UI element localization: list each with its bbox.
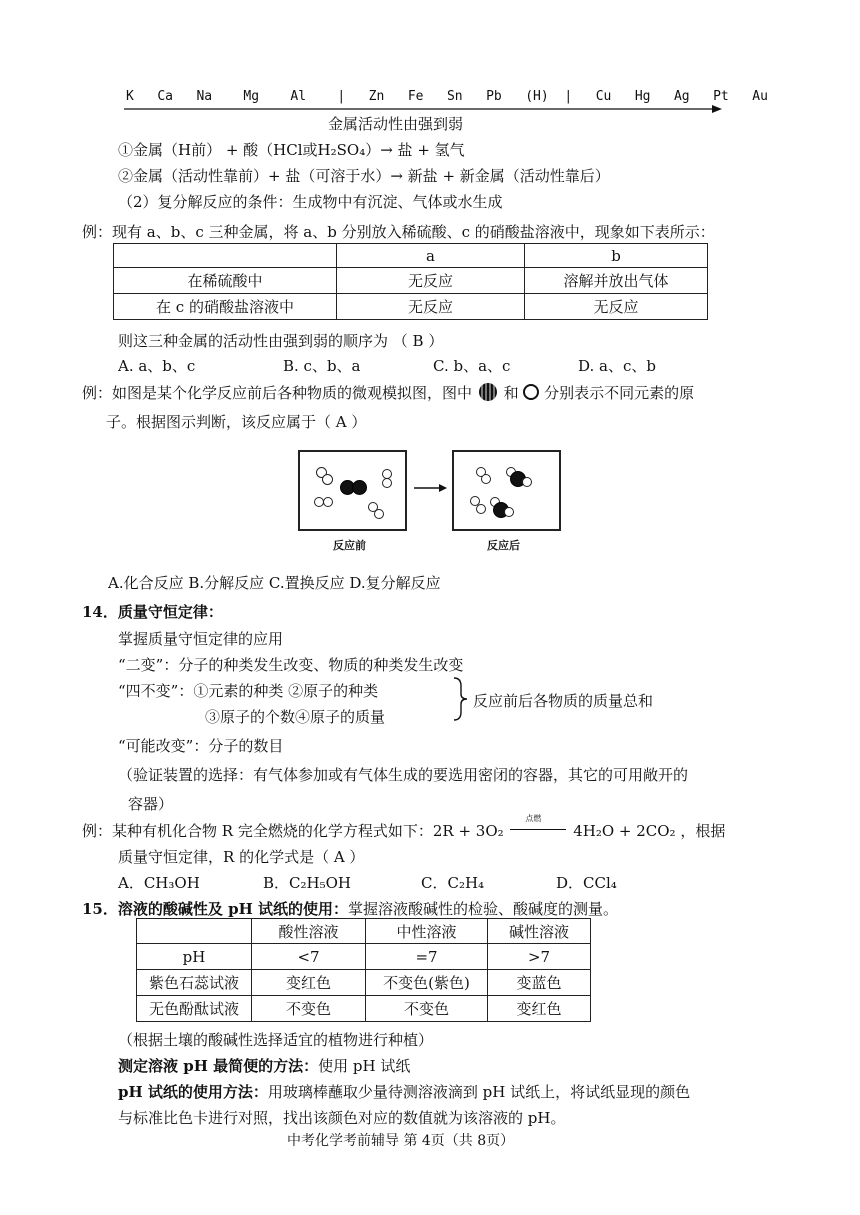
table-cell: a [337, 244, 525, 268]
section14-example-line2: 质量守恒定律，R 的化学式是（ A ） [118, 848, 365, 866]
white-atom [504, 507, 514, 517]
example1-table [113, 243, 708, 320]
table-cell: 无反应 [525, 294, 708, 320]
simplest-method-label: 测定溶液 pH 最简便的方法： [118, 1057, 319, 1075]
before-box [298, 450, 407, 531]
table-cell: 不变色(紫色) [366, 970, 488, 996]
four-constants-line2: ③原子的个数④原子的质量 [205, 708, 386, 726]
curly-brace-icon [452, 676, 470, 722]
rule-3: （2）复分解反应的条件：生成物中有沉淀、气体或水生成 [118, 193, 503, 211]
example2-question-line2: 子。根据图示判断，该反应属于（ A ） [106, 413, 367, 431]
table-cell: 在稀硫酸中 [114, 268, 337, 294]
example1-option-c: C. b、a、c [433, 357, 511, 375]
white-atom [481, 474, 491, 484]
table-cell: 变红色 [252, 970, 366, 996]
metal: Au [752, 89, 768, 104]
white-atom [522, 477, 532, 487]
section14-line1: 掌握质量守恒定律的应用 [118, 630, 284, 648]
reaction-condition [508, 814, 568, 835]
section14-option-c: C．C₂H₄ [421, 874, 485, 892]
separator: | [564, 89, 573, 104]
white-atom [323, 497, 333, 507]
table-cell: 紫色石蕊试液 [137, 970, 252, 996]
metal: Hg [634, 89, 651, 104]
reaction-arrow [414, 483, 448, 493]
metal: Pb [486, 89, 502, 104]
table-cell: 酸性溶液 [252, 919, 366, 944]
table-cell: 变蓝色 [488, 970, 591, 996]
equation-suffix: 4H₂O + 2CO₂ ，根据 [573, 822, 726, 840]
metal: K [126, 89, 134, 104]
metal: Al [290, 89, 307, 104]
metal: Fe [407, 89, 424, 104]
example2-options: A.化合反应 B.分解反应 C.置换反应 D.复分解反应 [108, 574, 441, 592]
table-row [137, 944, 591, 970]
table-cell: 碱性溶液 [488, 919, 591, 944]
table-cell: 无反应 [337, 268, 525, 294]
table-cell: 不变色 [366, 996, 488, 1022]
section15-heading-line [82, 898, 618, 919]
table-row [137, 996, 591, 1022]
simplest-method-text: 使用 pH 试纸 [318, 1057, 411, 1075]
metal: Ag [673, 89, 690, 104]
metal: Ca [157, 89, 173, 104]
dark-atom-icon [479, 383, 497, 401]
metal: Na [196, 89, 213, 104]
example2-question [82, 382, 694, 403]
table-row [114, 294, 708, 320]
metal: Mg [243, 89, 260, 104]
example1-option-d: D. a、c、b [578, 357, 656, 375]
section15-note: （根据土壤的酸碱性选择适宜的植物进行种植） [118, 1031, 434, 1049]
white-atom [476, 504, 486, 514]
section14-option-d: D．CCl₄ [556, 874, 617, 892]
rule-1: ①金属（H前） + 酸（HCl或H₂SO₄）→ 盐 + 氢气 [118, 141, 465, 159]
table-cell: 变红色 [488, 996, 591, 1022]
brace-text: 反应前后各物质的质量总和 [473, 692, 654, 710]
table-cell: <7 [252, 944, 366, 970]
table-cell: 无反应 [337, 294, 525, 320]
section14-heading: 14．质量守恒定律： [82, 603, 223, 621]
usage-method [118, 1081, 690, 1102]
table-cell: 在 c 的硝酸盐溶液中 [114, 294, 337, 320]
metal: Pt [713, 89, 729, 104]
rule-2: ②金属（活动性靠前）+ 盐（可溶于水）→ 新盐 + 新金属（活动性靠后） [118, 167, 610, 185]
four-constants-line1: “四不变”：①元素的种类 ②原子的种类 [118, 682, 379, 700]
may-change: “可能改变”：分子的数目 [118, 737, 284, 755]
usage-method-text: 用玻璃棒蘸取少量待测溶液滴到 pH 试纸上，将试纸显现的颜色 [267, 1083, 691, 1101]
equation-prefix: 例：某种有机化合物 R 完全燃烧的化学方程式如下：2R + 3O₂ [82, 822, 504, 840]
ph-table [136, 918, 591, 1022]
white-atom [374, 509, 384, 519]
example1-conclusion: 则这三种金属的活动性由强到弱的顺序为 （ B ） [118, 332, 444, 350]
dark-atom [352, 480, 367, 495]
table-cell: b [525, 244, 708, 268]
example1-question: 例：现有 a、b、c 三种金属，将 a、b 分别放入稀硫酸、c 的硝酸盐溶液中，现象如下表所示： [82, 223, 715, 241]
usage-method-label: pH 试纸的使用方法： [118, 1083, 268, 1101]
section15-heading-rest: 掌握溶液酸碱性的检验、酸碱度的测量。 [347, 900, 618, 918]
simplest-method [118, 1055, 410, 1076]
example1-option-a: A. a、b、c [118, 357, 196, 375]
and-word: 和 [503, 384, 519, 402]
table-cell [114, 244, 337, 268]
metal: Cu [595, 89, 612, 104]
table-cell: >7 [488, 944, 591, 970]
metal: (H) [525, 89, 549, 104]
question-suffix: 分别表示不同元素的原 [544, 384, 695, 402]
white-atom [322, 474, 333, 485]
question-prefix: 例：如图是某个化学反应前后各种物质的微观模拟图，图中 [82, 384, 473, 402]
white-atom [382, 478, 392, 488]
table-cell: =7 [366, 944, 488, 970]
table-cell: 中性溶液 [366, 919, 488, 944]
metal: Zn [368, 89, 385, 104]
table-cell: 溶解并放出气体 [525, 268, 708, 294]
usage-method-line2: 与标准比色卡进行对照，找出该颜色对应的数值就为该溶液的 pH。 [118, 1109, 566, 1127]
white-atom-icon [523, 384, 539, 400]
verify-line2: 容器） [128, 795, 174, 813]
metal: Sn [446, 89, 463, 104]
example1-option-b: B. c、b、a [283, 357, 361, 375]
after-box [452, 450, 561, 531]
table-cell [137, 919, 252, 944]
page-footer: 中考化学考前辅导 第 4页（共 8页） [287, 1133, 515, 1149]
verify-line1: （验证装置的选择：有气体参加或有气体生成的要选用密闭的容器，其它的可用敞开的 [118, 766, 689, 784]
after-label: 反应后 [487, 539, 520, 552]
section14-option-b: B．C₂H₅OH [263, 874, 351, 892]
before-label: 反应前 [333, 539, 366, 552]
section14-option-a: A．CH₃OH [118, 874, 200, 892]
table-cell: 不变色 [252, 996, 366, 1022]
condition-label: 点燃 [525, 814, 542, 823]
table-row [114, 268, 708, 294]
activity-series-metals [126, 89, 768, 104]
section14-example [82, 814, 726, 841]
section15-heading: 15．溶液的酸碱性及 pH 试纸的使用： [82, 900, 348, 918]
table-cell: pH [137, 944, 252, 970]
table-row [137, 970, 591, 996]
activity-caption: 金属活动性由强到弱 [328, 115, 464, 133]
separator: | [337, 89, 346, 104]
table-cell: 无色酚酞试液 [137, 996, 252, 1022]
two-changes: “二变”：分子的种类发生改变、物质的种类发生改变 [118, 656, 464, 674]
